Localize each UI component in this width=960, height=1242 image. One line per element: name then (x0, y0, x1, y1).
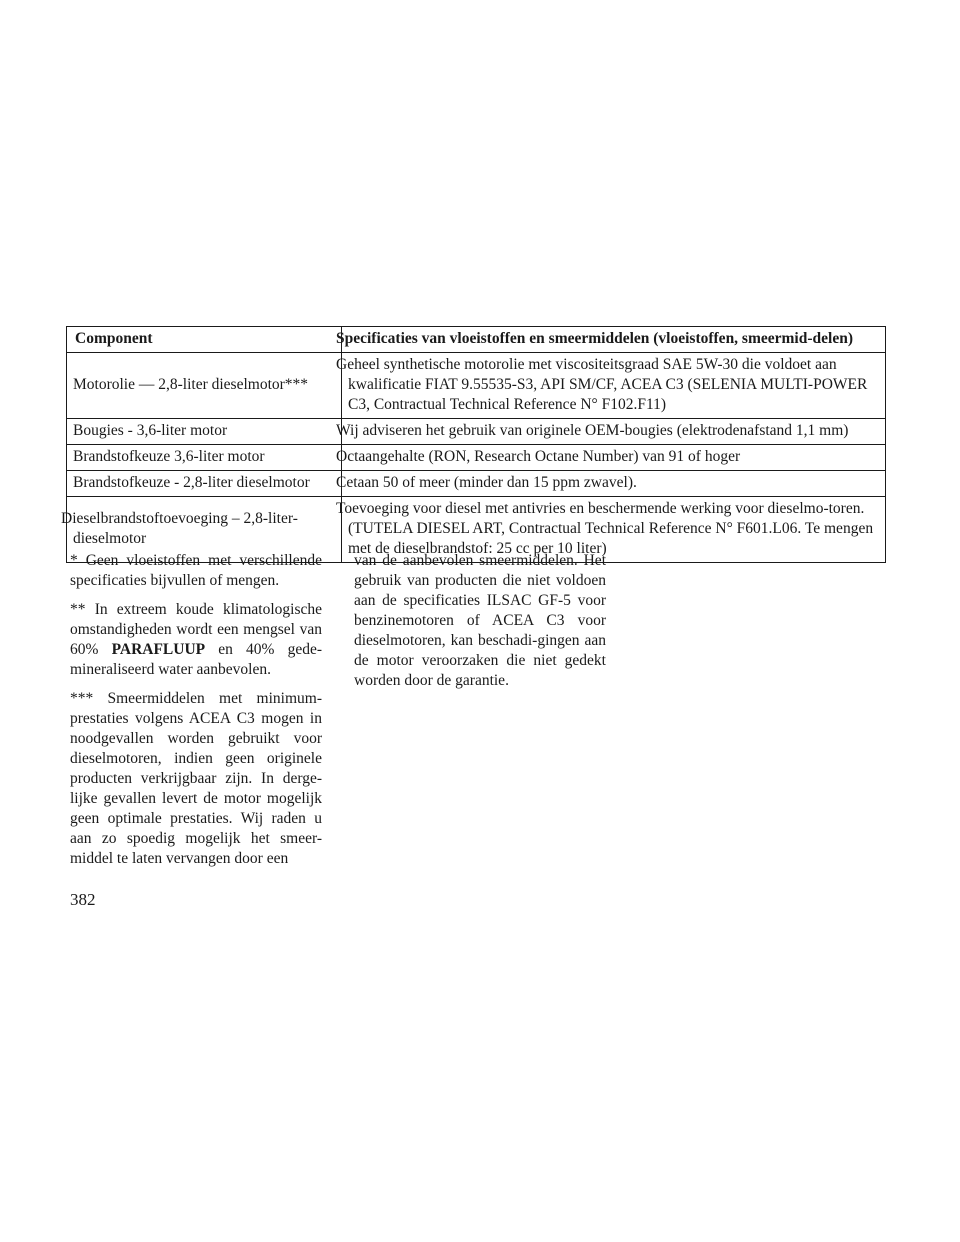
footnote-double-asterisk (70, 600, 322, 680)
row-specification: Geheel synthetische motorolie met viscositeitsgraad SAE 5W-30 die voldoet aan kwalificatie FIAT 9.55535-S3, API SM/CF, ACEA C3 (SELENIA MULTI-POWER C3, Contractual Technical Reference N° F102.F11) (342, 353, 886, 419)
table-row (67, 445, 886, 471)
footnote-single-asterisk: * Geen vloeistoffen met verschillende specificaties bijvullen of mengen. (70, 552, 322, 589)
header-specifications: Specificaties van vloeistoffen en smeermiddelen (vloeistoffen, smeermid-delen) (342, 327, 886, 353)
row-component: Motorolie — 2,8-liter dieselmotor*** (67, 353, 342, 419)
table-row (67, 419, 886, 445)
row-specification: Toevoeging voor diesel met antivries en beschermende werking voor dieselmo-toren. (TUTELA DIESEL ART, Contractual Technical Reference N° F601.L06. Te mengen met de dieselbrandstof: 25 cc per 10 liter) (342, 497, 886, 563)
footnote-continued: van de aanbevolen smeermiddelen. Het gebruik van producten die niet voldoen aan de specificaties ILSAC GF-5 voor benzinemotoren of ACEA C3 voor dieselmotoren, kan beschadi-gingen aan de motor veroorzaken die niet gedekt worden door de garantie. (354, 552, 606, 689)
row-component: Brandstofkeuze - 2,8-liter dieselmotor (67, 471, 342, 497)
product-name: PARAFLUUP (111, 641, 206, 658)
row-specification: Wij adviseren het gebruik van originele OEM-bougies (elektrodenafstand 1,1 mm) (342, 419, 886, 445)
page-number: 382 (70, 890, 96, 909)
row-component: Dieselbrandstoftoevoeging – 2,8-liter-dieselmotor (67, 497, 342, 563)
row-component: Bougies - 3,6-liter motor (67, 419, 342, 445)
row-specification: Octaangehalte (RON, Research Octane Number) van 91 of hoger (342, 445, 886, 471)
table-row (67, 471, 886, 497)
row-specification: Cetaan 50 of meer (minder dan 15 ppm zwavel). (342, 471, 886, 497)
header-component: Component (67, 327, 342, 353)
footnotes-left-column (70, 551, 322, 878)
table-header-row (67, 327, 886, 353)
footnote-text: ** In extreem koude klimatologische omstandigheden wordt een mengsel van 60% (70, 601, 322, 658)
footnotes-right-column (354, 551, 606, 691)
row-component: Brandstofkeuze 3,6-liter motor (67, 445, 342, 471)
footnote-triple-asterisk: *** Smeermiddelen met minimum-prestaties volgens ACEA C3 mogen in noodgevallen worden gebruikt voor dieselmotoren, indien geen originele producten verkrijgbaar zijn. In derge-lijke gevallen levert de motor mogelijk geen optimale prestaties. Wij raden u aan zo spoedig mogelijk het smeer-middel te laten vervangen door een (70, 690, 322, 867)
table-row (67, 353, 886, 419)
fluids-specifications-table (61, 326, 886, 563)
footnote-text: en 40% gede-mineraliseerd water aanbevolen. (70, 641, 323, 678)
